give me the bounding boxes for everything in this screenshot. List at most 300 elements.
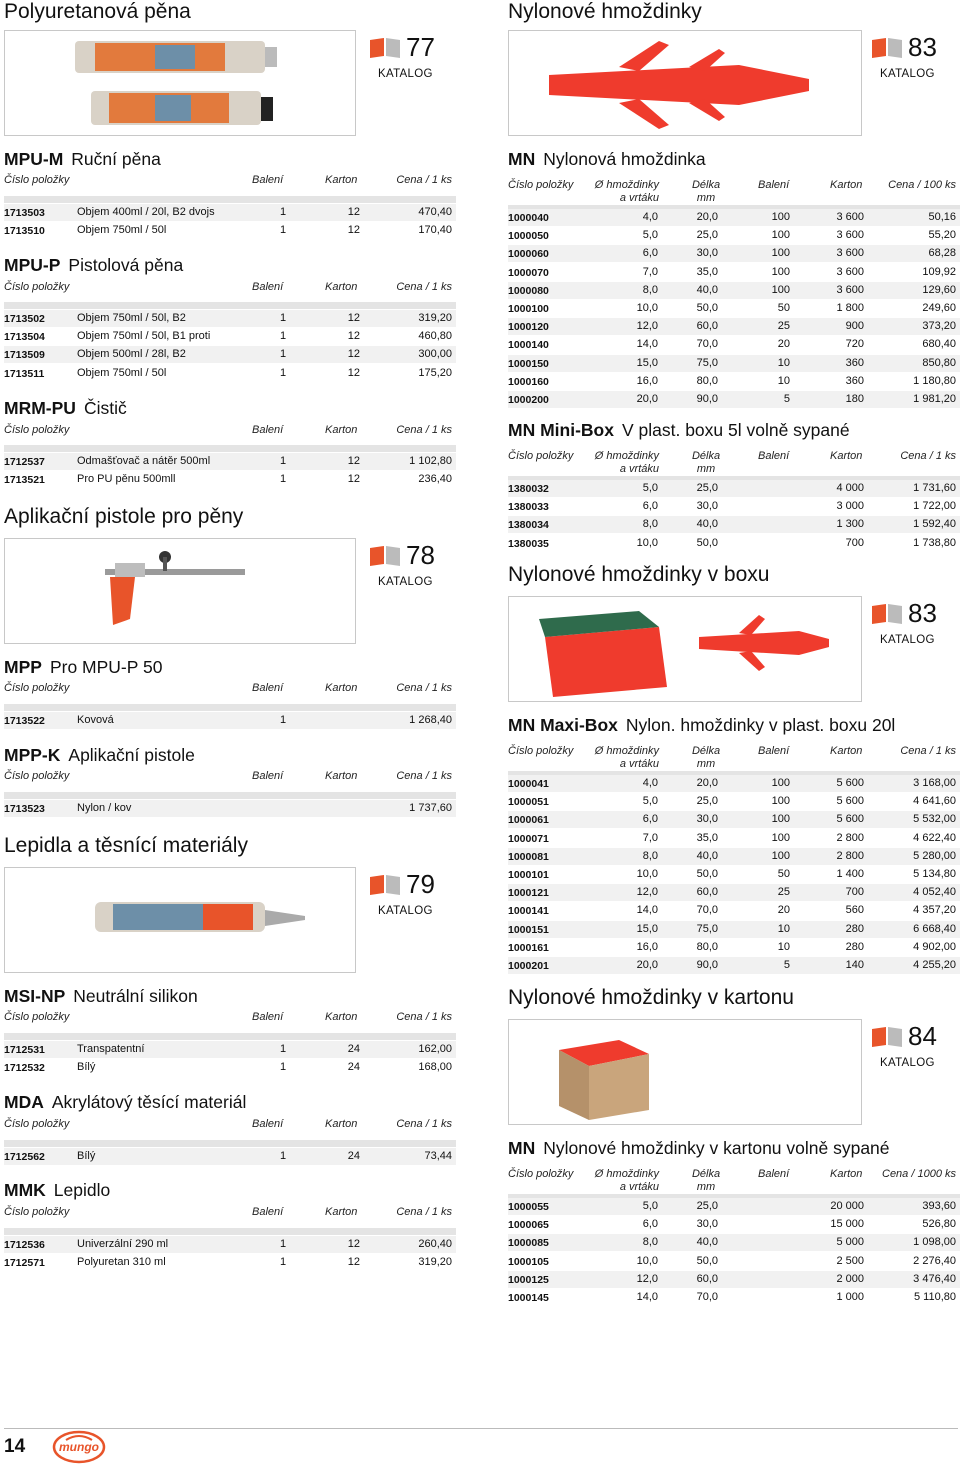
item-diameter: 15,0 xyxy=(636,922,658,935)
item-carton: 24 xyxy=(347,1043,360,1055)
katalog-number: 83 xyxy=(908,32,937,62)
item-code: 1000201 xyxy=(508,960,549,972)
item-diameter: 8,0 xyxy=(642,849,658,862)
item-pack: 20 xyxy=(777,904,790,917)
item-price: 1 098,00 xyxy=(913,1236,956,1249)
section-mda-title: MDA Akrylátový těsící materiál xyxy=(4,1092,247,1112)
item-carton: 12 xyxy=(347,330,360,343)
item-pack: 1 xyxy=(280,1061,287,1074)
item-diameter: 14,0 xyxy=(636,904,658,917)
item-code: 1712531 xyxy=(4,1044,45,1056)
table-row xyxy=(508,848,960,865)
item-price: 1 180,80 xyxy=(913,374,956,387)
mn-mini-box-table-header: Číslo položky Ø hmoždinky a vrtáku Délka mm Balení Karton Cena / 1 ks xyxy=(508,450,956,475)
katalog-number: 78 xyxy=(406,540,435,570)
item-diameter: 8,0 xyxy=(642,283,658,296)
item-code: 1000120 xyxy=(508,321,549,334)
item-code: 1000145 xyxy=(508,1292,549,1304)
table-row xyxy=(4,310,456,327)
item-carton: 12 xyxy=(347,312,360,324)
table-row xyxy=(508,282,960,299)
table-row xyxy=(508,1216,960,1233)
right-heading-anchors-in-carton: Nylonové hmoždinky v kartonu xyxy=(508,986,794,1009)
section-mpu-m-title: MPU-M Ruční pěna xyxy=(4,149,161,169)
item-pack: 1 xyxy=(280,206,287,218)
item-diameter: 6,0 xyxy=(642,500,658,513)
item-code: 1000105 xyxy=(508,1255,549,1268)
item-price: 162,00 xyxy=(418,1043,452,1055)
foam-gun-illustration xyxy=(5,539,355,643)
section-msi-np-title: MSI-NP Neutrální silikon xyxy=(4,986,198,1006)
mmk-table-header: Číslo položky Balení Karton Cena / 1 ks xyxy=(4,1206,452,1218)
item-carton: 20 000 xyxy=(830,1200,864,1212)
item-carton: 5 600 xyxy=(836,777,864,789)
page-number: 14 xyxy=(4,1436,26,1457)
item-pack: 1 xyxy=(280,473,287,486)
item-code: 1380034 xyxy=(508,519,549,532)
table-row xyxy=(508,264,960,281)
item-diameter: 5,0 xyxy=(642,1200,658,1212)
item-pack: 100 xyxy=(771,265,790,278)
table-row xyxy=(4,800,456,817)
table-row xyxy=(508,209,960,226)
item-length: 70,0 xyxy=(696,904,718,917)
item-length: 75,0 xyxy=(696,922,718,935)
item-carton: 24 xyxy=(347,1150,360,1162)
item-carton: 700 xyxy=(845,886,864,899)
item-pack: 1 xyxy=(280,366,287,379)
silicone-tube-image xyxy=(4,867,356,973)
item-code: 1712571 xyxy=(4,1257,45,1270)
item-price: 175,20 xyxy=(418,366,452,379)
item-pack: 1 xyxy=(280,1150,287,1162)
mpu-p-table-header: Číslo položky Balení Karton Cena / 1 ks xyxy=(4,281,452,293)
item-price: 5 532,00 xyxy=(913,813,956,826)
item-description: Univerzální 290 ml xyxy=(77,1238,169,1250)
item-description: Objem 750ml / 50l, B2 xyxy=(77,312,186,324)
item-code: 1713504 xyxy=(4,331,45,344)
item-diameter: 20,0 xyxy=(636,959,658,971)
item-price: 55,20 xyxy=(928,229,956,242)
item-carton: 3 600 xyxy=(836,211,864,223)
mpp-table-header: Číslo položky Balení Karton Cena / 1 ks xyxy=(4,682,452,694)
item-length: 35,0 xyxy=(696,831,718,844)
katalog-ref-84 xyxy=(872,1019,944,1079)
item-description: Bílý xyxy=(77,1061,96,1074)
item-code: 1000061 xyxy=(508,814,549,827)
mn-carton-table-header: Číslo položky Ø hmoždinky a vrtáku Délka mm Balení Karton Cena / 1000 ks xyxy=(508,1168,956,1193)
item-carton: 140 xyxy=(845,959,864,971)
item-carton: 12 xyxy=(347,1256,360,1269)
table-row xyxy=(508,793,960,810)
item-carton: 360 xyxy=(845,356,864,369)
item-pack: 1 xyxy=(280,1043,287,1055)
item-code: 1000100 xyxy=(508,303,549,315)
item-length: 90,0 xyxy=(696,393,718,405)
item-carton: 2 800 xyxy=(836,849,864,862)
table-row xyxy=(4,453,456,470)
item-code: 1000121 xyxy=(508,887,549,900)
item-code: 1000150 xyxy=(508,357,549,370)
item-diameter: 5,0 xyxy=(642,482,658,494)
item-carton: 360 xyxy=(845,374,864,387)
table-row xyxy=(4,204,456,221)
item-carton: 3 600 xyxy=(836,229,864,242)
item-price: 1 738,80 xyxy=(913,536,956,549)
item-diameter: 7,0 xyxy=(642,265,658,278)
mn-maxi-box-table-header: Číslo položky Ø hmoždinky a vrtáku Délka mm Balení Karton Cena / 1 ks xyxy=(508,745,956,770)
table-row xyxy=(508,318,960,335)
table-row xyxy=(4,346,456,363)
item-price: 1 737,60 xyxy=(409,802,452,814)
item-price: 73,44 xyxy=(424,1150,452,1162)
item-pack: 25 xyxy=(777,886,790,899)
item-code: 1000160 xyxy=(508,375,549,388)
item-pack: 50 xyxy=(777,868,790,880)
item-carton: 5 600 xyxy=(836,813,864,826)
item-carton: 12 xyxy=(347,1238,360,1250)
table-row xyxy=(508,775,960,792)
item-pack: 100 xyxy=(771,247,790,260)
item-diameter: 14,0 xyxy=(636,1291,658,1303)
msi-np-table-header: Číslo položky Balení Karton Cena / 1 ks xyxy=(4,1011,452,1023)
item-diameter: 16,0 xyxy=(636,940,658,953)
katalog-label: KATALOG xyxy=(880,68,935,80)
item-code: 1000140 xyxy=(508,339,549,352)
item-code: 1000065 xyxy=(508,1219,549,1232)
item-description: Kovová xyxy=(77,714,114,726)
item-price: 680,40 xyxy=(922,338,956,351)
item-carton: 280 xyxy=(845,940,864,953)
item-carton: 5 600 xyxy=(836,795,864,808)
item-carton: 280 xyxy=(845,922,864,935)
item-diameter: 10,0 xyxy=(636,1254,658,1267)
mpp-k-table-header: Číslo položky Balení Karton Cena / 1 ks xyxy=(4,770,452,782)
section-mpp-title: MPP Pro MPU-P 50 xyxy=(4,657,163,677)
item-description: Objem 750ml / 50l xyxy=(77,224,167,237)
table-row xyxy=(508,902,960,919)
item-pack: 1 xyxy=(280,348,287,361)
item-carton: 3 600 xyxy=(836,247,864,260)
mpu-m-table-header: Číslo položky Balení Karton Cena / 1 ks xyxy=(4,174,452,186)
mn-table-header: Číslo položky Ø hmoždinky a vrtáku Délka mm Balení Karton Cena / 100 ks xyxy=(508,179,956,204)
item-length: 20,0 xyxy=(696,777,718,789)
item-carton: 1 400 xyxy=(836,868,864,880)
item-price: 5 134,80 xyxy=(913,868,956,880)
item-carton: 560 xyxy=(845,904,864,917)
item-code: 1713503 xyxy=(4,207,45,219)
item-length: 80,0 xyxy=(696,374,718,387)
katalog-ref-83a xyxy=(872,30,944,90)
item-price: 4 641,60 xyxy=(913,795,956,808)
item-pack: 1 xyxy=(280,455,287,467)
item-price: 170,40 xyxy=(418,224,452,237)
item-diameter: 6,0 xyxy=(642,247,658,260)
item-pack: 1 xyxy=(280,1238,287,1250)
table-row xyxy=(508,1234,960,1251)
item-pack: 100 xyxy=(771,283,790,296)
table-row xyxy=(508,939,960,956)
item-code: 1000081 xyxy=(508,850,549,863)
table-row xyxy=(508,245,960,262)
item-length: 35,0 xyxy=(696,265,718,278)
item-code: 1000200 xyxy=(508,394,549,406)
table-row xyxy=(508,921,960,938)
item-carton: 700 xyxy=(845,536,864,549)
item-price: 6 668,40 xyxy=(913,922,956,935)
table-row xyxy=(508,480,960,497)
item-pack: 5 xyxy=(783,959,790,971)
katalog-label: KATALOG xyxy=(880,1057,935,1069)
table-row xyxy=(4,471,456,488)
right-heading-anchors-in-box: Nylonové hmoždinky v boxu xyxy=(508,563,770,586)
item-carton: 12 xyxy=(347,455,360,467)
table-row xyxy=(508,866,960,883)
item-code: 1712536 xyxy=(4,1239,45,1251)
item-price: 4 622,40 xyxy=(913,831,956,844)
table-row xyxy=(508,957,960,974)
item-carton: 12 xyxy=(347,366,360,379)
item-carton: 3 000 xyxy=(836,500,864,513)
item-pack: 100 xyxy=(771,795,790,808)
item-code: 1000151 xyxy=(508,923,549,936)
nylon-anchor-image xyxy=(508,30,862,136)
anchor-box-illustration xyxy=(509,597,861,701)
left-heading-polyurethane: Polyuretanová pěna xyxy=(4,0,191,23)
item-carton: 12 xyxy=(347,224,360,237)
item-code: 1000071 xyxy=(508,832,549,845)
katalog-ref-79 xyxy=(370,867,442,927)
item-price: 393,60 xyxy=(922,1200,956,1212)
table-row xyxy=(508,1271,960,1288)
item-price: 260,40 xyxy=(418,1238,452,1250)
table-row xyxy=(508,830,960,847)
item-price: 109,92 xyxy=(922,265,956,278)
item-code: 1000051 xyxy=(508,796,549,809)
mungo-logo-text: mungo xyxy=(59,1440,99,1454)
item-length: 50,0 xyxy=(696,536,718,549)
item-carton: 12 xyxy=(347,206,360,218)
item-length: 50,0 xyxy=(696,868,718,880)
left-heading-adhesives: Lepidla a těsnící materiály xyxy=(4,834,248,857)
item-code: 1713502 xyxy=(4,313,45,325)
item-length: 30,0 xyxy=(696,1218,718,1231)
section-mpu-p-title: MPU-P Pistolová pěna xyxy=(4,255,184,275)
item-carton: 180 xyxy=(845,393,864,405)
item-length: 40,0 xyxy=(696,849,718,862)
katalog-number: 84 xyxy=(908,1021,937,1051)
item-diameter: 10,0 xyxy=(636,302,658,314)
item-pack: 100 xyxy=(771,229,790,242)
item-price: 300,00 xyxy=(418,348,452,361)
item-price: 3 476,40 xyxy=(913,1272,956,1285)
item-length: 30,0 xyxy=(696,813,718,826)
katalog-label: KATALOG xyxy=(378,905,433,917)
item-length: 75,0 xyxy=(696,356,718,369)
item-code: 1000161 xyxy=(508,941,549,954)
item-carton: 4 000 xyxy=(836,482,864,494)
item-price: 3 168,00 xyxy=(913,777,956,789)
section-mrm-pu-title: MRM-PU Čistič xyxy=(4,398,127,418)
item-carton: 12 xyxy=(347,348,360,361)
item-carton: 2 500 xyxy=(836,1254,864,1267)
item-price: 1 981,20 xyxy=(913,393,956,405)
table-row xyxy=(508,516,960,533)
table-row xyxy=(4,365,456,382)
item-code: 1000080 xyxy=(508,284,549,297)
item-price: 68,28 xyxy=(928,247,956,260)
item-diameter: 12,0 xyxy=(636,886,658,899)
item-price: 5 280,00 xyxy=(913,849,956,862)
foam-cans-image xyxy=(4,30,356,136)
item-code: 1000125 xyxy=(508,1273,549,1286)
item-diameter: 16,0 xyxy=(636,374,658,387)
item-carton: 720 xyxy=(845,338,864,351)
item-price: 129,60 xyxy=(922,283,956,296)
item-pack: 5 xyxy=(783,393,790,405)
item-price: 526,80 xyxy=(922,1218,956,1231)
item-code: 1712532 xyxy=(4,1062,45,1075)
item-carton: 2 000 xyxy=(836,1272,864,1285)
item-price: 319,20 xyxy=(418,1256,452,1269)
item-diameter: 20,0 xyxy=(636,393,658,405)
item-carton: 5 000 xyxy=(836,1236,864,1249)
section-mn-mini-box-title: MN Mini-Box V plast. boxu 5l volně sypané xyxy=(508,420,850,440)
item-length: 60,0 xyxy=(696,886,718,899)
item-carton: 12 xyxy=(347,473,360,486)
item-length: 60,0 xyxy=(696,1272,718,1285)
item-pack: 10 xyxy=(777,940,790,953)
item-code: 1000040 xyxy=(508,212,549,224)
item-description: Objem 750ml / 50l xyxy=(77,366,167,379)
item-price: 2 276,40 xyxy=(913,1254,956,1267)
item-diameter: 10,0 xyxy=(636,868,658,880)
item-pack: 1 xyxy=(280,1256,287,1269)
item-code: 1712537 xyxy=(4,456,45,468)
item-diameter: 6,0 xyxy=(642,813,658,826)
catalog-book-icon xyxy=(872,602,902,624)
item-code: 1000060 xyxy=(508,248,549,261)
item-description: Transpatentní xyxy=(77,1043,145,1055)
section-mmk-title: MMK Lepidlo xyxy=(4,1180,111,1200)
section-mpp-k-title: MPP-K Aplikační pistole xyxy=(4,745,195,765)
item-length: 70,0 xyxy=(696,338,718,351)
item-length: 30,0 xyxy=(696,247,718,260)
item-price: 50,16 xyxy=(928,211,956,223)
item-carton: 900 xyxy=(845,320,864,333)
item-price: 4 902,00 xyxy=(913,940,956,953)
item-length: 60,0 xyxy=(696,320,718,333)
item-price: 4 255,20 xyxy=(913,959,956,971)
item-carton: 24 xyxy=(347,1061,360,1074)
table-row xyxy=(4,1041,456,1058)
item-pack: 100 xyxy=(771,211,790,223)
catalog-book-icon xyxy=(370,36,400,58)
item-length: 90,0 xyxy=(696,959,718,971)
item-price: 1 731,60 xyxy=(913,482,956,494)
item-pack: 1 xyxy=(280,312,287,324)
item-code: 1713511 xyxy=(4,367,45,380)
item-pack: 100 xyxy=(771,777,790,789)
item-diameter: 8,0 xyxy=(642,518,658,531)
anchor-box-image xyxy=(508,596,862,702)
item-description: Bílý xyxy=(77,1150,96,1162)
item-length: 20,0 xyxy=(696,211,718,223)
table-row xyxy=(4,328,456,345)
item-description: Polyuretan 310 ml xyxy=(77,1256,166,1269)
mrm-pu-table-header: Číslo položky Balení Karton Cena / 1 ks xyxy=(4,424,452,436)
item-code: 1380033 xyxy=(508,501,549,514)
table-row xyxy=(508,1289,960,1306)
item-pack: 100 xyxy=(771,849,790,862)
item-length: 30,0 xyxy=(696,500,718,513)
item-carton: 15 000 xyxy=(830,1218,864,1231)
table-row xyxy=(508,355,960,372)
item-carton: 3 600 xyxy=(836,283,864,296)
item-description: Odmašťovač a nátěr 500ml xyxy=(77,455,211,467)
item-length: 25,0 xyxy=(696,1200,718,1212)
item-length: 70,0 xyxy=(696,1291,718,1303)
item-diameter: 4,0 xyxy=(642,211,658,223)
right-heading-nylon-anchors: Nylonové hmoždinky xyxy=(508,0,702,23)
item-code: 1380035 xyxy=(508,537,549,550)
item-code: 1000101 xyxy=(508,869,549,881)
item-price: 1 722,00 xyxy=(913,500,956,513)
item-diameter: 10,0 xyxy=(636,536,658,549)
item-carton: 2 800 xyxy=(836,831,864,844)
item-description: Objem 750ml / 50l, B1 proti xyxy=(77,330,211,343)
item-diameter: 5,0 xyxy=(642,229,658,242)
item-pack: 10 xyxy=(777,374,790,387)
catalog-book-icon xyxy=(872,36,902,58)
table-row xyxy=(508,884,960,901)
item-carton: 1 000 xyxy=(836,1291,864,1303)
katalog-ref-78 xyxy=(370,538,442,598)
item-length: 50,0 xyxy=(696,302,718,314)
item-length: 25,0 xyxy=(696,795,718,808)
table-row xyxy=(508,391,960,408)
item-code: 1000050 xyxy=(508,230,549,243)
item-length: 40,0 xyxy=(696,283,718,296)
anchor-carton-image xyxy=(508,1019,862,1125)
katalog-label: KATALOG xyxy=(880,634,935,646)
table-row xyxy=(508,1253,960,1270)
item-diameter: 8,0 xyxy=(642,1236,658,1249)
item-description: Objem 500ml / 28l, B2 xyxy=(77,348,186,361)
item-pack: 10 xyxy=(777,922,790,935)
item-carton: 3 600 xyxy=(836,265,864,278)
katalog-label: KATALOG xyxy=(378,576,433,588)
item-code: 1380032 xyxy=(508,483,549,495)
katalog-number: 79 xyxy=(406,869,435,899)
item-code: 1713521 xyxy=(4,474,45,487)
silicone-tube-illustration xyxy=(5,868,355,972)
katalog-number: 77 xyxy=(406,32,435,62)
item-price: 1 268,40 xyxy=(409,714,452,726)
item-code: 1000141 xyxy=(508,905,549,918)
item-code: 1000055 xyxy=(508,1201,549,1213)
item-length: 25,0 xyxy=(696,482,718,494)
item-length: 25,0 xyxy=(696,229,718,242)
item-code: 1000041 xyxy=(508,778,549,790)
item-carton: 1 300 xyxy=(836,518,864,531)
item-code: 1713523 xyxy=(4,803,45,815)
table-row xyxy=(4,1059,456,1076)
item-price: 319,20 xyxy=(418,312,452,324)
item-price: 236,40 xyxy=(418,473,452,486)
item-carton: 1 800 xyxy=(836,302,864,314)
table-row xyxy=(4,222,456,239)
